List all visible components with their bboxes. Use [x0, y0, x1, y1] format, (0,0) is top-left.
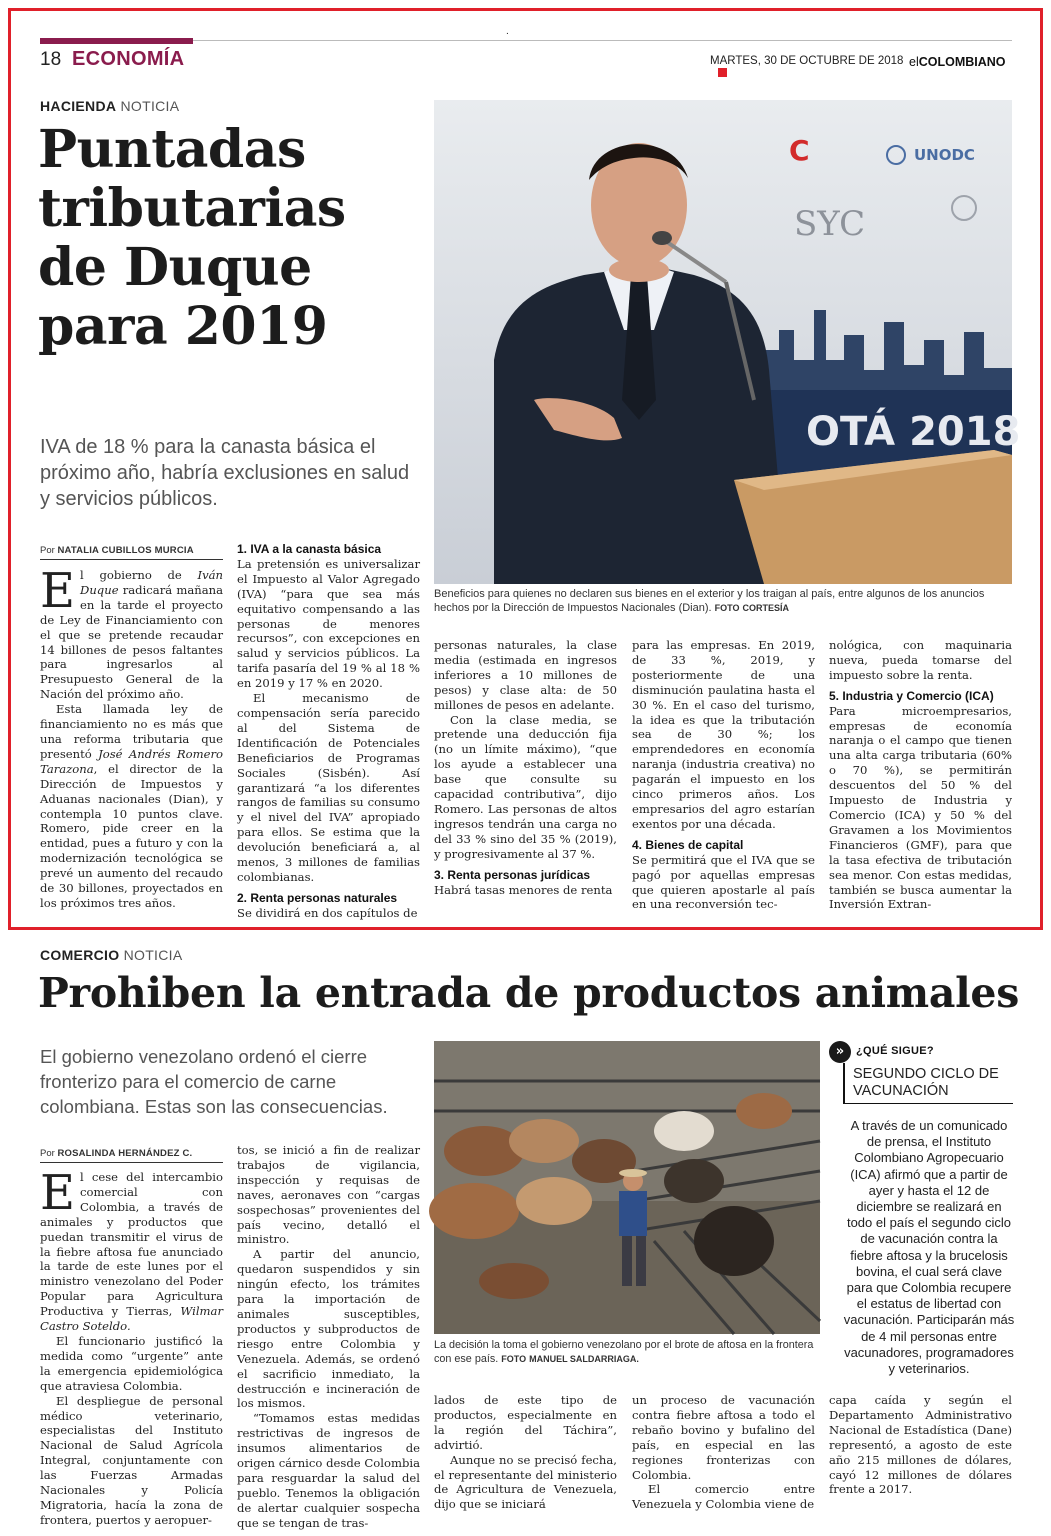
subheading: 2. Renta personas naturales	[237, 890, 398, 905]
brand-name: COLOMBIANO	[918, 55, 1006, 69]
section-bar	[40, 38, 193, 44]
story2-kicker	[40, 947, 183, 963]
person-name: Iván Duque	[80, 568, 223, 597]
section-name: ECONOMÍA	[72, 48, 185, 70]
headline-line: de Duque	[38, 237, 312, 298]
speaker-photo	[434, 100, 1021, 584]
caption-credit-label: FOTO	[714, 603, 740, 613]
body-paragraph: un proceso de vacunación contra fiebre aftosa a todo el rebaño bovino y bufalino del país, en especial en las regiones fronterizas con Colombia.	[632, 1393, 815, 1482]
story2-column-2	[237, 1143, 420, 1530]
kicker-type: NOTICIA	[120, 98, 180, 114]
body-paragraph: Se permitirá que el IVA que se pagó por aquellas empresas que quieren apostarle al país en una reconversión tec-	[632, 852, 815, 912]
story1-column-4	[632, 638, 815, 913]
story2-caption	[434, 1338, 820, 1366]
page-number: 18	[40, 49, 62, 70]
story1-byline	[40, 545, 194, 556]
body-paragraph: Con la clase media, se pretende una deducción fija (no un límite máximo), “que los ayude a establecer una base que consulte su capacidad contributiva”, dijo Romero. Las personas de altos ingresos tendrán una carga no del 33 % sino del 35 % (2019), y progresivamente al 37 %.	[434, 712, 617, 861]
logo-unodc: UNODC	[914, 146, 975, 164]
body-paragraph: personas naturales, la clase media (estimada en ingresos inferiores a 10 millones de pesos) y clase alta: de 50 millones de pesos en adelante.	[434, 638, 617, 712]
story2-byline	[40, 1148, 192, 1159]
story2-column-5	[829, 1393, 1012, 1510]
body-paragraph: Para microempresarios, empresas de economía naranja o el campo que tienen una alta carga tributaria (60% o 70 %), se permitirán descuentos del 50 % del Impuesto de Industria y Comercio (ICA) y 50 % del Gravamen a los Movimientos Financieros (GMF), para que la tasa efectiva de tributación sea menor. Con estas medidas, también se busca aumentar la Inversión Extran-	[829, 703, 1012, 912]
subheading: 5. Industria y Comercio (ICA)	[829, 688, 994, 703]
person-name: Wilmar Castro Soteldo.	[40, 1304, 223, 1334]
person-name: José Andrés Romero Tarazona	[40, 746, 223, 776]
body-paragraph: Aunque no se precisó fecha, el representante del ministerio de Agricultura de Venezuela, dijo que se iniciará	[434, 1452, 617, 1512]
issue-date: MARTES, 30 DE OCTUBRE DE 2018	[710, 55, 904, 67]
kicker-topic: HACIENDA	[40, 98, 117, 114]
kicker-type: NOTICIA	[123, 947, 183, 963]
body-paragraph: “Tomamos estas medidas restrictivas de ingresos de insumos alimentarios de origen cárnico desde Colombia para resguardar la salud del pueblo. Tenemos la obligación de alertar cualquier sospecha que se tengan de tras-	[237, 1411, 420, 1530]
red-marker	[718, 68, 727, 77]
dropcap: E	[40, 563, 76, 619]
text-run: l gobierno de	[80, 568, 198, 582]
byline-prefix: Por	[40, 1148, 55, 1159]
story1-column-1	[40, 563, 223, 913]
kicker-topic: COMERCIO	[40, 947, 120, 963]
text-run: l cese del intercambio comercial con Colombia, a través de animales y productos que puedan transmitir el virus de la fiebre aftosa fue anunciado la tarde de este lunes por el ministro venezolano del Poder Popular para Agricultura Productiva y Tierras,	[40, 1170, 223, 1319]
newspaper-brand	[909, 55, 1006, 69]
caption-credit: MANUEL SALDARRIAGA.	[529, 1354, 639, 1364]
text-run: Esta llamada ley de financiamiento no es más que una reforma tributaria que presentó	[40, 702, 223, 761]
caption-credit: CORTESÍA	[742, 603, 790, 613]
body-paragraph: nológica, con maquinaria nueva, pueda tomarse del impuesto sobre la renta.	[829, 638, 1012, 682]
subheading: 4. Bienes de capital	[632, 837, 744, 852]
story1-column-5	[829, 638, 1012, 913]
text-run: radicará mañana en la tarde el proyecto de Ley de Financiamiento con el que se pretende recaudar 14 billones de pesos faltantes para ingresarlos al Presupuesto General de la Nación del próximo año.	[40, 582, 223, 702]
body-paragraph: El comercio entre Venezuela y Colombia viene de	[632, 1482, 815, 1512]
story1-column-2	[237, 542, 420, 920]
story2-column-3	[434, 1393, 617, 1510]
logo-c: C	[789, 134, 810, 167]
brand-prefix: el	[909, 55, 919, 69]
caption-text: La decisión la toma el gobierno venezolano por el brote de aftosa en la frontera con ese país.	[434, 1339, 814, 1365]
double-chevron-right-icon: »	[829, 1041, 851, 1063]
body-paragraph	[40, 702, 223, 911]
body-paragraph: para las empresas. En 2019, de 33 %, 2019, y posteriormente de una disminución paulatina hasta el 30 %. En el caso del turismo, la idea es que la tributación sea de 30 %; los emprendedores en economía naranja (industria creativa) no pagarán el impuesto en los cinco primeros años. Los empresarios del agro estarían exentos por una década.	[632, 638, 815, 831]
subheading: 1. IVA a la canasta básica	[237, 542, 382, 556]
byline-rule	[40, 1162, 223, 1163]
byline-prefix: Por	[40, 545, 55, 556]
body-paragraph: Habrá tasas menores de renta	[434, 882, 613, 897]
body-paragraph: El mecanismo de compensación sería parecido al del Sistema de Identificación de Potenciales Beneficiarios de Programas Sociales (Sisbén). Así garantizará “a los diferentes rangos de familias su consumo y el nivel del IVA” apropiado para ellos. Se estima que la devolución beneficiará a, al menos, 3 millones de familias colombianas.	[237, 691, 420, 884]
body-paragraph	[40, 563, 223, 702]
body-paragraph: tos, se inició a fin de realizar trabajos de vigilancia, inspección y requisas de naves, aeronaves con “cargas sospechosas” provenientes del país vecino, detalló el ministro.	[237, 1143, 420, 1247]
caption-text: Beneficios para quienes no declaren sus bienes en el exterior y los traigan al país, entre algunos de los anuncios hechos por la Dirección de Impuestos Nacionales (Dian).	[434, 588, 985, 614]
byline-name: NATALIA CUBILLOS MURCIA	[57, 545, 194, 556]
body-paragraph: La pretensión es universalizar el Impuesto al Valor Agregado (IVA) “para que sea más equitativo compensando a las personas de menores recursos”, con excepciones en salud y servicios públicos. La tarifa pasaría del 19 % al 18 % en 2019 y 17 % en 2020.	[237, 556, 420, 691]
story1-column-3	[434, 638, 617, 913]
story1-kicker	[40, 98, 179, 114]
body-paragraph	[40, 1165, 223, 1334]
header-dot: .	[506, 26, 509, 37]
logo-syc: SYC	[794, 204, 866, 244]
subheading: 3. Renta personas jurídicas	[434, 867, 591, 882]
story2-photo	[434, 1041, 820, 1334]
sidebar-label: ¿QUÉ SIGUE?	[856, 1045, 934, 1057]
headline-line: tributarias	[38, 178, 346, 239]
story1-headline	[38, 120, 428, 356]
sidebar-body: A través de un comunicado de prensa, el Instituto Colombiano Agropecuario (ICA) afirmó que a partir de ayer y hasta el 12 de diciembre se realizará en todo el país el segundo ciclo de vacunación contra la fiebre aftosa y la brucelosis bovina, el cual será clave para que Colombia recupere el estatus de libertad con vacunación. Participarán más de 4 mil personas entre vacunadores, programadores y veterinarios.	[843, 1118, 1015, 1377]
headline-line: para 2019	[38, 296, 328, 357]
photo-banner-text: OTÁ 2018	[806, 409, 1021, 455]
story2-column-1	[40, 1165, 223, 1527]
story1-deck: IVA de 18 % para la canasta básica el próximo año, habría exclusiones en salud y servicios públicos.	[40, 436, 410, 510]
byline-rule	[40, 559, 223, 560]
story1-photo	[434, 100, 1021, 584]
body-paragraph: capa caída y según el Departamento Administrativo Nacional de Estadística (Dane) representó, a agosto de este año 215 millones de dólares, cayó 12 millones de dólares frente a 2017.	[829, 1393, 1012, 1497]
dropcap: E	[40, 1165, 76, 1221]
story1-caption	[434, 587, 1012, 615]
body-paragraph: lados de este tipo de productos, especialmente en la región del Táchira”, advirtió.	[434, 1393, 617, 1452]
headline-line: Puntadas	[38, 119, 306, 180]
body-paragraph: Se dividirá en dos capítulos de	[237, 905, 418, 920]
cattle-pen-photo	[434, 1041, 820, 1334]
story2-deck: El gobierno venezolano ordenó el cierre fronterizo para el comercio de carne colombiana. Estas son las consecuencias.	[40, 1046, 388, 1117]
story2-column-4	[632, 1393, 815, 1510]
body-paragraph: El despliegue de personal médico veterinario, especialistas del Instituto Nacional de Salud Agrícola Integral, conjuntamente con las Fuerzas Armadas Nacionales y Policía Migratoria, hacía la zona de frontera, puertos y aeropuer-	[40, 1393, 223, 1527]
text-run: , el director de la Dirección de Impuestos y Aduanas nacionales (Dian), y contempla 10 puntos clave. Romero, pide creer en la entidad, pues a futuro y con la modernización tecnológica se prevé un aumento del recaudo de 30 billones, proyectados en los próximos tres años.	[40, 761, 223, 910]
sidebar-title: SEGUNDO CICLO DE VACUNACIÓN	[853, 1066, 999, 1099]
story2-headline: Prohiben la entrada de productos animales	[38, 969, 1019, 1017]
body-paragraph: A partir del anuncio, quedaron suspendidos y sin ningún efecto, los trámites para la importación de animales susceptibles, productos y subproductos de riesgo entre Colombia y Venezuela. Además, se ordenó el sacrificio inmediato, la destrucción e incineración de los mismos.	[237, 1247, 420, 1411]
byline-name: ROSALINDA HERNÁNDEZ C.	[57, 1148, 193, 1159]
body-paragraph: El funcionario justificó la medida como “urgente” ante la emergencia epidemiológica que atraviesa Colombia.	[40, 1333, 223, 1393]
caption-credit-label: FOTO	[501, 1354, 527, 1364]
